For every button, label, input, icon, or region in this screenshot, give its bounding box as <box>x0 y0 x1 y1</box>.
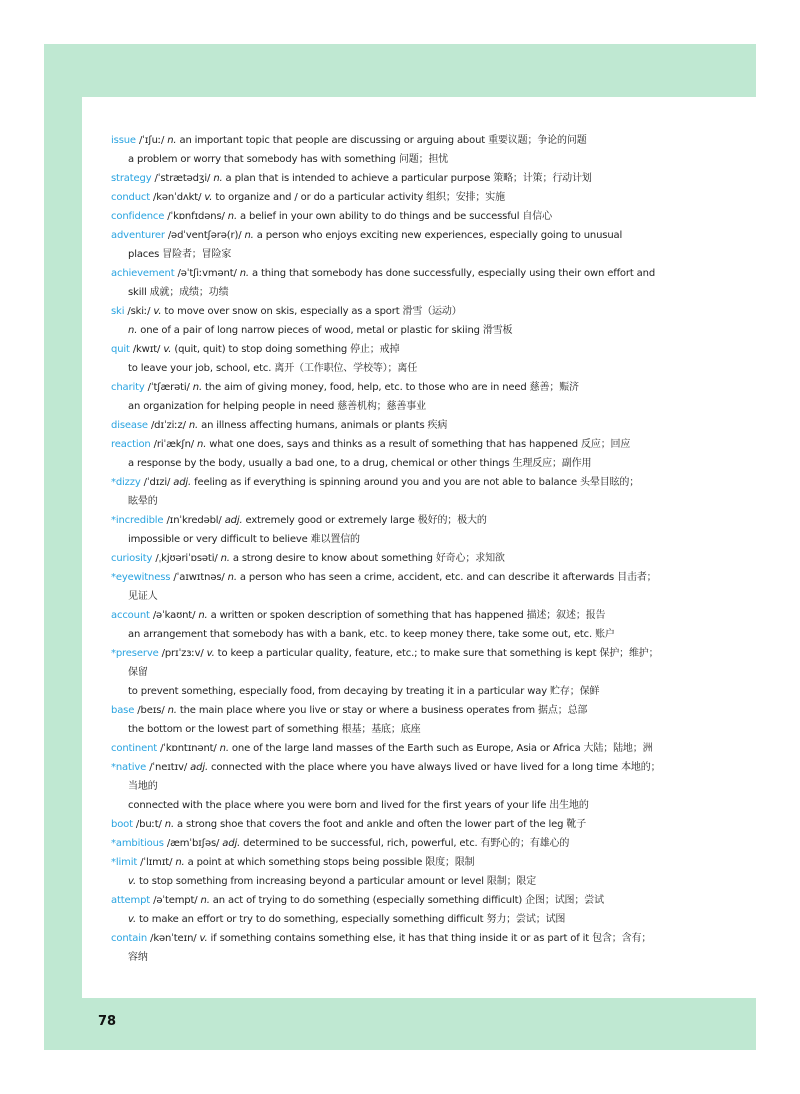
continuation-line <box>111 283 691 302</box>
entry-line <box>111 131 691 150</box>
headword: achievement <box>111 268 175 279</box>
definition: impossible or very difficult to believe 难以置信的 <box>128 534 360 545</box>
entry-line <box>111 758 691 777</box>
headword: reaction <box>111 439 151 450</box>
definition: (quit, quit) to stop doing something 停止；戒掉 <box>171 344 400 355</box>
pronunciation: /ˌkjʊəriˈɒsəti/ <box>152 553 221 564</box>
definition: the main place where you live or stay or where a business operates from 据点；总部 <box>176 705 588 716</box>
definition: 容纳 <box>128 952 148 963</box>
pronunciation: /riˈækʃn/ <box>150 439 198 450</box>
bottom-green-band <box>44 998 756 1050</box>
definition: to keep a particular quality, feature, etc.; to make sure that something is kept 保护；维护； <box>214 648 659 659</box>
pronunciation: /ˈtʃærəti/ <box>144 382 193 393</box>
headword: issue <box>111 135 136 146</box>
part-of-speech: n. <box>175 857 185 868</box>
definition: an arrangement that somebody has with a bank, etc. to keep money there, take some out, etc. 账户 <box>128 629 615 640</box>
definition: to make an effort or try to do something, especially something difficult 努力；尝试；试图 <box>135 914 566 925</box>
entry-line <box>111 929 691 948</box>
continuation-line <box>111 796 691 815</box>
entry-line <box>111 701 691 720</box>
definition: skill 成就；成绩；功绩 <box>128 287 229 298</box>
definition: the aim of giving money, food, help, etc. to those who are in need 慈善；赈济 <box>201 382 579 393</box>
entry-line <box>111 549 691 568</box>
part-of-speech: n. <box>220 553 230 564</box>
part-of-speech: v. <box>163 344 172 355</box>
part-of-speech: n. <box>198 610 208 621</box>
definition: 眩晕的 <box>128 496 158 507</box>
continuation-line <box>111 587 691 606</box>
headword: *incredible <box>111 515 164 526</box>
part-of-speech: n. <box>227 211 237 222</box>
definition: determined to be successful, rich, powerful, etc. 有野心的；有雄心的 <box>240 838 570 849</box>
pronunciation: /ˈɪʃuː/ <box>135 135 168 146</box>
entry-line <box>111 473 691 492</box>
entry-line <box>111 226 691 245</box>
definition: to move over snow on skis, especially as a sport 滑雪（运动） <box>161 306 462 317</box>
entry-line <box>111 834 691 853</box>
continuation-line <box>111 492 691 511</box>
pronunciation: /əˈkaʊnt/ <box>149 610 199 621</box>
pronunciation: /dɪˈziːz/ <box>147 420 189 431</box>
definition: a belief in your own ability to do things and be successful 自信心 <box>236 211 552 222</box>
entry-line <box>111 340 691 359</box>
definition: to organize and / or do a particular activity 组织；安排；实施 <box>212 192 505 203</box>
pronunciation: /beɪs/ <box>134 705 168 716</box>
headword: *eyewitness <box>111 572 171 583</box>
continuation-line <box>111 777 691 796</box>
headword: *ambitious <box>111 838 164 849</box>
headword: contain <box>111 933 148 944</box>
definition: a response by the body, usually a bad one, to a drug, chemical or other things 生理反应；副作用 <box>128 458 592 469</box>
pronunciation: /ˈaɪwɪtnəs/ <box>170 572 228 583</box>
entry-line <box>111 169 691 188</box>
headword: *limit <box>111 857 138 868</box>
definition: extremely good or extremely large 极好的；极大的 <box>242 515 487 526</box>
headword: *native <box>111 762 147 773</box>
part-of-speech: n. <box>167 135 177 146</box>
top-green-band <box>44 44 756 97</box>
part-of-speech: adj. <box>190 762 208 773</box>
definition: a strong shoe that covers the foot and ankle and often the lower part of the leg 靴子 <box>174 819 587 830</box>
entry-line <box>111 264 691 283</box>
headword: adventurer <box>111 230 165 241</box>
part-of-speech: v. <box>199 933 208 944</box>
headword: quit <box>111 344 130 355</box>
entry-line <box>111 853 691 872</box>
headword: charity <box>111 382 145 393</box>
entry-line <box>111 568 691 587</box>
headword: base <box>111 705 135 716</box>
definition: a plan that is intended to achieve a particular purpose 策略；计策；行动计划 <box>222 173 592 184</box>
definition: 当地的 <box>128 781 158 792</box>
definition: connected with the place where you were born and lived for the first years of your life 出生地的 <box>128 800 589 811</box>
part-of-speech: n. <box>128 325 138 336</box>
part-of-speech: adj. <box>224 515 243 526</box>
definition: a person who enjoys exciting new experiences, especially going to unusual <box>253 230 623 241</box>
definition: connected with the place where you have always lived or have lived for a long time 本地的； <box>208 762 661 773</box>
headword: disease <box>111 420 148 431</box>
definition: to leave your job, school, etc. 离开（工作职位、学校等）；离任 <box>128 363 418 374</box>
headword: ski <box>111 306 125 317</box>
headword: confidence <box>111 211 165 222</box>
pronunciation: /prɪˈzɜːv/ <box>158 648 207 659</box>
definition: one of the large land masses of the Earth such as Europe, Asia or Africa 大陆；陆地；洲 <box>228 743 653 754</box>
continuation-line <box>111 245 691 264</box>
definition: a person who has seen a crime, accident, etc. and can describe it afterwards 目击者； <box>236 572 657 583</box>
part-of-speech: n. <box>164 819 174 830</box>
part-of-speech: adj. <box>173 477 192 488</box>
definition: an illness affecting humans, animals or plants 疾病 <box>198 420 448 431</box>
entry-line <box>111 207 691 226</box>
definition: 见证人 <box>128 591 158 602</box>
continuation-line <box>111 663 691 682</box>
definition: an important topic that people are discussing or arguing about 重要议题；争论的问题 <box>176 135 587 146</box>
pronunciation: /ˈkɒntɪnənt/ <box>157 743 220 754</box>
headword: curiosity <box>111 553 153 564</box>
page-number: 78 <box>98 1014 117 1029</box>
entry-line <box>111 188 691 207</box>
pronunciation: /skiː/ <box>124 306 154 317</box>
pronunciation: /ədˈventʃərə(r)/ <box>164 230 245 241</box>
part-of-speech: n. <box>219 743 229 754</box>
definition: a thing that somebody has done successfully, especially using their own effort and <box>248 268 656 279</box>
definition: 保留 <box>128 667 148 678</box>
part-of-speech: v. <box>204 192 213 203</box>
pronunciation: /kənˈdʌkt/ <box>150 192 205 203</box>
part-of-speech: v. <box>206 648 215 659</box>
part-of-speech: v. <box>153 306 162 317</box>
part-of-speech: v. <box>128 914 136 925</box>
continuation-line <box>111 948 691 967</box>
definition: a strong desire to know about something 好奇心；求知欲 <box>229 553 505 564</box>
definition: if something contains something else, it has that thing inside it or as part of it 包含；含有； <box>207 933 652 944</box>
vocabulary-list <box>111 131 691 967</box>
definition: a problem or worry that somebody has with something 问题；担忧 <box>128 154 449 165</box>
continuation-line <box>111 872 691 891</box>
definition: to prevent something, especially food, from decaying by treating it in a particular way 贮存；保鲜 <box>128 686 600 697</box>
definition: places 冒险者；冒险家 <box>128 249 232 260</box>
entry-line <box>111 511 691 530</box>
headword: boot <box>111 819 133 830</box>
part-of-speech: n. <box>244 230 254 241</box>
pronunciation: /kənˈteɪn/ <box>147 933 200 944</box>
definition: a point at which something stops being possible 限度；限制 <box>184 857 475 868</box>
part-of-speech: adj. <box>222 838 241 849</box>
part-of-speech: n. <box>213 173 223 184</box>
headword: attempt <box>111 895 151 906</box>
continuation-line <box>111 625 691 644</box>
entry-line <box>111 815 691 834</box>
headword: continent <box>111 743 158 754</box>
continuation-line <box>111 530 691 549</box>
part-of-speech: n. <box>197 439 207 450</box>
continuation-line <box>111 682 691 701</box>
entry-line <box>111 606 691 625</box>
pronunciation: /ˈlɪmɪt/ <box>137 857 176 868</box>
entry-line <box>111 891 691 910</box>
pronunciation: /buːt/ <box>132 819 165 830</box>
definition: one of a pair of long narrow pieces of wood, metal or plastic for skiing 滑雪板 <box>137 325 513 336</box>
headword: *dizzy <box>111 477 141 488</box>
headword: *preserve <box>111 648 159 659</box>
part-of-speech: n. <box>227 572 237 583</box>
pronunciation: /əˈtʃiːvmənt/ <box>174 268 240 279</box>
definition: an act of trying to do something (especially something difficult) 企图；试图；尝试 <box>209 895 604 906</box>
pronunciation: /ˈkɒnfɪdəns/ <box>164 211 228 222</box>
part-of-speech: n. <box>200 895 210 906</box>
entry-line <box>111 435 691 454</box>
entry-line <box>111 378 691 397</box>
definition: to stop something from increasing beyond a particular amount or level 限制；限定 <box>135 876 537 887</box>
entry-line <box>111 739 691 758</box>
definition: a written or spoken description of something that has happened 描述；叙述；报告 <box>207 610 606 621</box>
part-of-speech: v. <box>128 876 136 887</box>
part-of-speech: n. <box>167 705 177 716</box>
entry-line <box>111 416 691 435</box>
pronunciation: /ɪnˈkredəbl/ <box>163 515 225 526</box>
continuation-line <box>111 454 691 473</box>
pronunciation: /ˈneɪtɪv/ <box>146 762 191 773</box>
continuation-line <box>111 359 691 378</box>
entry-line <box>111 644 691 663</box>
definition: the bottom or the lowest part of something 根基；基底；底座 <box>128 724 421 735</box>
continuation-line <box>111 720 691 739</box>
part-of-speech: n. <box>188 420 199 431</box>
pronunciation: /ˈdɪzi/ <box>140 477 174 488</box>
continuation-line <box>111 910 691 929</box>
entry-line <box>111 302 691 321</box>
pronunciation: /æmˈbɪʃəs/ <box>163 838 223 849</box>
left-green-band <box>44 44 82 999</box>
headword: strategy <box>111 173 152 184</box>
pronunciation: /kwɪt/ <box>129 344 164 355</box>
pronunciation: /əˈtempt/ <box>150 895 201 906</box>
continuation-line <box>111 397 691 416</box>
definition: an organization for helping people in need 慈善机构；慈善事业 <box>128 401 426 412</box>
definition: what one does, says and thinks as a result of something that has happened 反应；回应 <box>206 439 631 450</box>
definition: feeling as if everything is spinning around you and you are not able to balance 头晕目眩的； <box>191 477 640 488</box>
continuation-line <box>111 321 691 340</box>
headword: account <box>111 610 150 621</box>
part-of-speech: n. <box>192 382 202 393</box>
headword: conduct <box>111 192 151 203</box>
pronunciation: /ˈstrætədʒi/ <box>151 173 214 184</box>
continuation-line <box>111 150 691 169</box>
part-of-speech: n. <box>239 268 249 279</box>
